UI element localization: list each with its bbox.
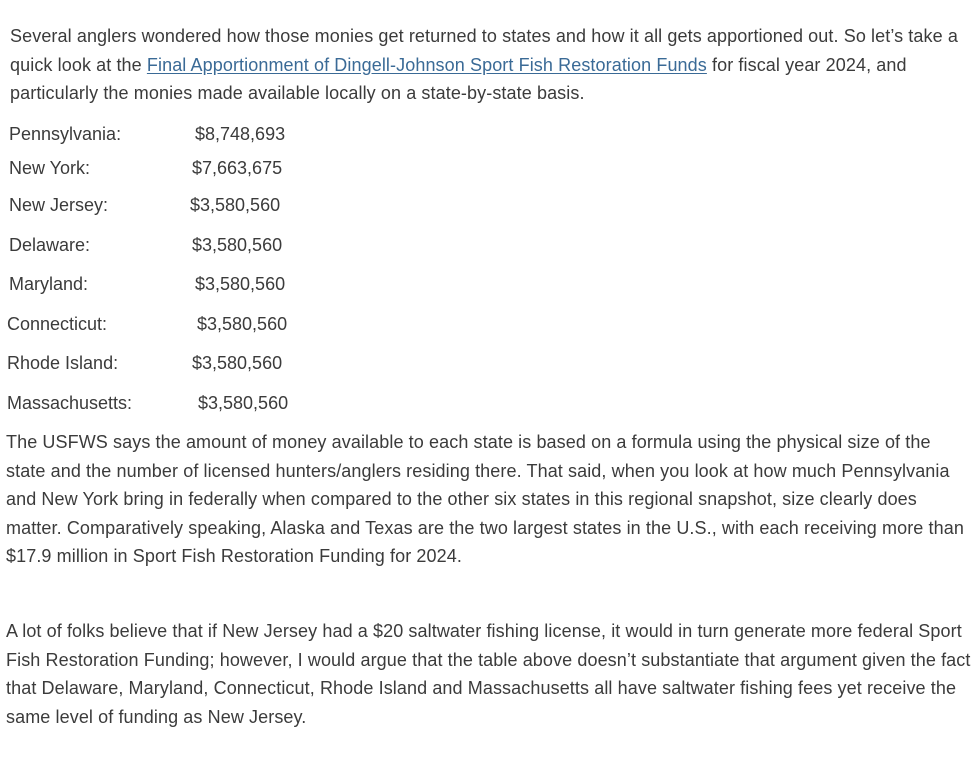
state-name: Rhode Island: (7, 353, 119, 373)
intro-text-after-link: for fiscal year 2024, and particularly the monies made available locally on a state-by-state basis. (10, 54, 907, 103)
state-amount: $3,580,560 (195, 274, 286, 294)
saltwater-license-paragraph: A lot of folks believe that if New Jersey had a $20 saltwater fishing license, it would in turn generate more federal Sport Fish Restoration Funding; however, I would argue that the table above doesn’t substantiate that argument given the fact that Delaware, Maryland, Connecticut, Rhode Island and Massachusetts all have saltwater fishing fees yet receive the same level of funding as New Jersey. (6, 621, 971, 727)
intro-paragraph (10, 22, 970, 108)
state-name: Delaware: (9, 235, 91, 255)
state-name: New York: (9, 158, 91, 178)
final-apportionment-link[interactable]: Final Apportionment of Dingell-Johnson Sport Fish Restoration Funds (146, 54, 707, 75)
state-amount: $3,580,560 (197, 314, 288, 334)
state-amount: $3,580,560 (192, 235, 283, 255)
state-name: New Jersey: (9, 195, 109, 215)
state-name: Massachusetts: (7, 393, 133, 413)
usfws-formula-paragraph: The USFWS says the amount of money available to each state is based on a formula using the physical size of the state and the number of licensed hunters/anglers residing there. That said, when you look at how much Pennsylvania and New York bring in federally when compared to the other six states in this regional snapshot, size clearly does matter. Comparatively speaking, Alaska and Texas are the two largest states in the U.S., with each receiving more than $17.9 million in Sport Fish Restoration Funding for 2024. (6, 432, 964, 566)
state-amount: $3,580,560 (198, 393, 289, 413)
state-name: Pennsylvania: (9, 124, 122, 144)
state-amount: $3,580,560 (192, 353, 283, 373)
state-name: Maryland: (9, 274, 89, 294)
state-name: Connecticut: (7, 314, 108, 334)
state-amount: $3,580,560 (190, 195, 281, 215)
state-amount: $7,663,675 (192, 158, 283, 178)
intro-text-before-link: Several anglers wondered how those monies get returned to states and how it all gets apportioned out. So let’s take a quick look at the (10, 26, 958, 75)
state-amount: $8,748,693 (195, 124, 286, 144)
